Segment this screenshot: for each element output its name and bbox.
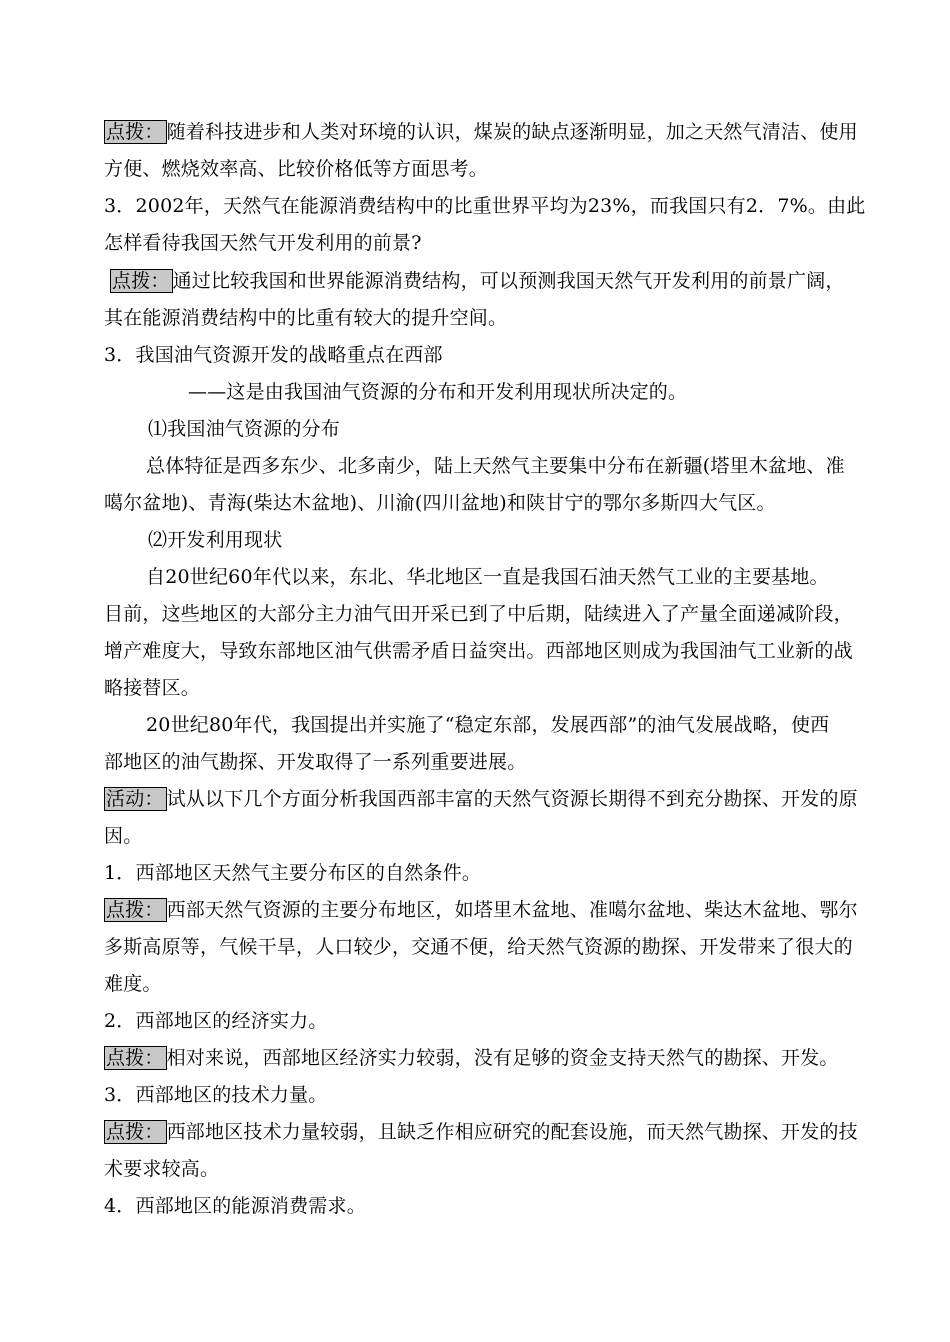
question-line: 2．西部地区的经济实力。 — [104, 1010, 328, 1032]
activity-paragraph-line — [104, 786, 858, 812]
hint-text: 随着科技进步和人类对环境的认识，煤炭的缺点逐渐明显，加之天然气清洁、使用 — [166, 121, 858, 143]
hint-text: 通过比较我国和世界能源消费结构，可以预测我国天然气开发利用的前景广阔， — [172, 270, 845, 292]
hint-label: 点拨： — [104, 120, 167, 144]
hint-label: 点拨： — [110, 269, 173, 293]
hint-paragraph-line — [104, 1119, 858, 1145]
subsection-heading: ⑴我国油气资源的分布 — [148, 418, 341, 440]
body-line: 总体特征是西多东少、北多南少，陆上天然气主要集中分布在新疆(塔里木盆地、准 — [146, 455, 845, 477]
hint-text-line: 难度。 — [104, 973, 162, 995]
hint-text-line: 其在能源消费结构中的比重有较大的提升空间。 — [104, 307, 508, 329]
hint-paragraph-line — [104, 897, 858, 923]
body-line: 略接替区。 — [104, 677, 201, 699]
body-line: 增产难度大，导致东部地区油气供需矛盾日益突出。西部地区则成为我国油气工业新的战 — [104, 640, 853, 662]
hint-text-line: 方便、燃烧效率高、比较价格低等方面思考。 — [104, 158, 489, 180]
hint-text: 西部地区技术力量较弱，且缺乏作相应研究的配套设施，而天然气勘探、开发的技 — [166, 1121, 858, 1143]
activity-text-line: 因。 — [104, 825, 143, 847]
question-line: 4．西部地区的能源消费需求。 — [104, 1195, 366, 1217]
question-line: 1．西部地区天然气主要分布区的自然条件。 — [104, 862, 482, 884]
section-subheading: ——这是由我国油气资源的分布和开发利用现状所决定的。 — [188, 381, 688, 403]
question-line: 3．2002年，天然气在能源消费结构中的比重世界平均为23%，而我国只有2．7%。由此 — [104, 195, 866, 217]
hint-label: 点拨： — [104, 1046, 167, 1070]
hint-text: 西部天然气资源的主要分布地区，如塔里木盆地、准噶尔盆地、柴达木盆地、鄂尔 — [166, 899, 858, 921]
body-line: 噶尔盆地)、青海(柴达木盆地)、川渝(四川盆地)和陕甘宁的鄂尔多斯四大气区。 — [104, 492, 776, 514]
body-line: 部地区的油气勘探、开发取得了一系列重要进展。 — [104, 751, 527, 773]
activity-label: 活动： — [104, 787, 167, 811]
question-line: 怎样看待我国天然气开发利用的前景? — [104, 232, 422, 254]
body-line: 自20世纪60年代以来，东北、华北地区一直是我国石油天然气工业的主要基地。 — [146, 566, 829, 588]
body-line: 目前，这些地区的大部分主力油气田开采已到了中后期，陆续进入了产量全面递减阶段， — [104, 603, 853, 625]
hint-text: 相对来说，西部地区经济实力较弱，没有足够的资金支持天然气的勘探、开发。 — [166, 1047, 839, 1069]
hint-paragraph-line — [104, 119, 858, 145]
hint-text-line: 术要求较高。 — [104, 1158, 220, 1180]
hint-paragraph-line — [110, 268, 845, 294]
body-line: 20世纪80年代，我国提出并实施了“稳定东部，发展西部”的油气发展战略，使西 — [146, 714, 830, 736]
subsection-heading: ⑵开发利用现状 — [148, 529, 283, 551]
hint-paragraph-line — [104, 1045, 839, 1071]
question-line: 3．西部地区的技术力量。 — [104, 1084, 328, 1106]
hint-label: 点拨： — [104, 1120, 167, 1144]
activity-text: 试从以下几个方面分析我国西部丰富的天然气资源长期得不到充分勘探、开发的原 — [166, 788, 858, 810]
hint-text-line: 多斯高原等，气候干旱，人口较少，交通不便，给天然气资源的勘探、开发带来了很大的 — [104, 936, 853, 958]
section-heading: 3．我国油气资源开发的战略重点在西部 — [104, 344, 443, 366]
hint-label: 点拨： — [104, 898, 167, 922]
